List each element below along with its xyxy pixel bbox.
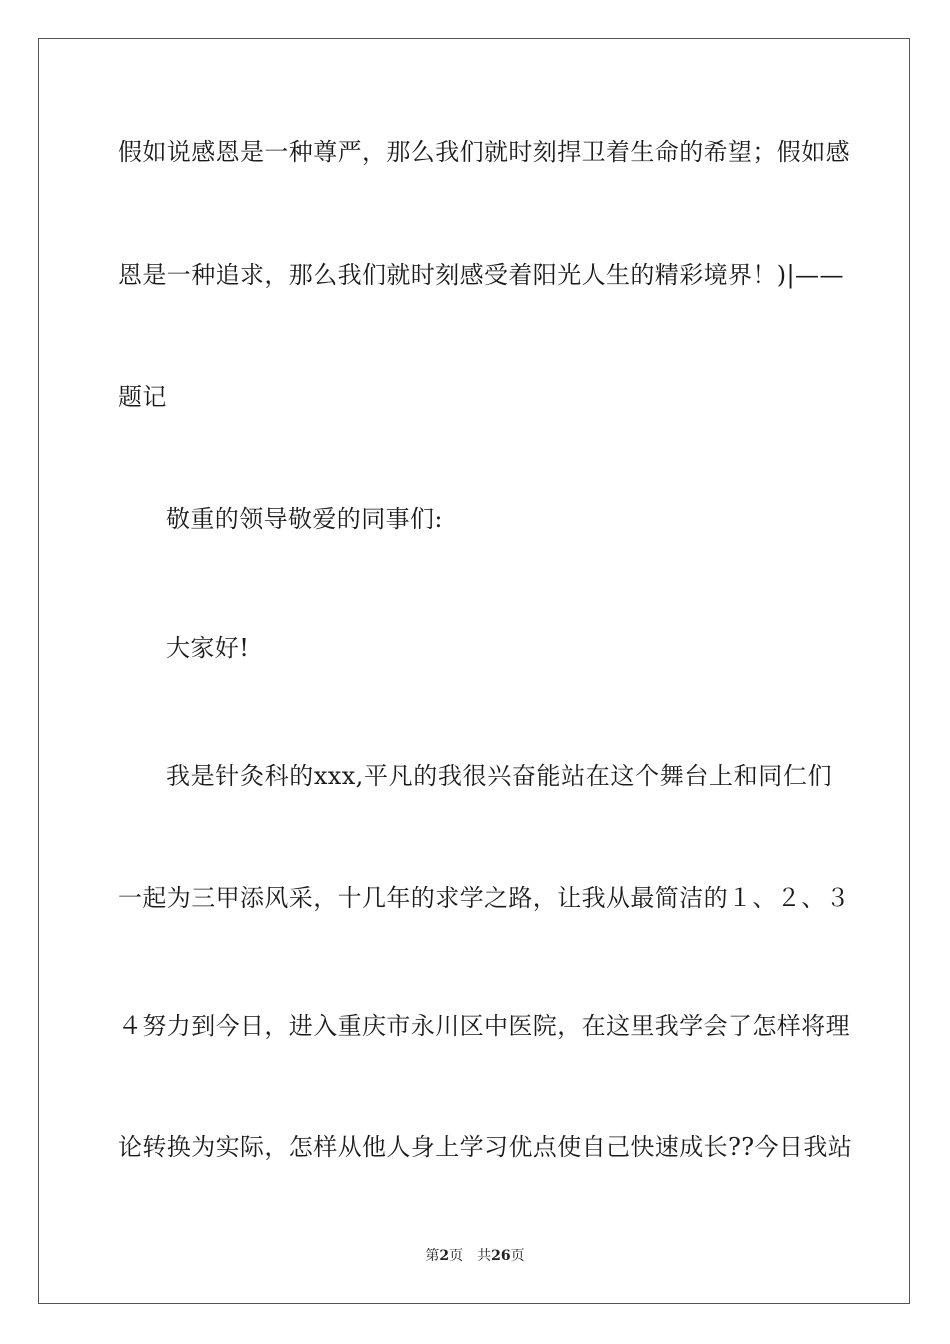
footer-prefix: 第 <box>425 1248 440 1264</box>
body-line-8: ４努力到今日，进入重庆市永川区中医院，在这里我学会了怎样将理 <box>118 1012 850 1040</box>
body-line-1: 假如说感恩是一种尊严，那么我们就时刻捍卫着生命的希望；假如感 <box>118 138 850 166</box>
footer-total-suffix: 页 <box>510 1248 525 1264</box>
body-line-9: 论转换为实际，怎样从他人身上学习优点使自己快速成长??今日我站 <box>118 1133 853 1161</box>
footer-total-prefix: 共 <box>477 1248 492 1264</box>
page-border <box>38 38 910 1304</box>
body-line-2: 恩是一种追求，那么我们就时刻感受着阳光人生的精彩境界！)|—— <box>118 261 844 289</box>
salutation: 敬重的领导敬爱的同事们: <box>166 505 443 533</box>
total-page-count: 26 <box>491 1248 511 1264</box>
footer-page-suffix: 页 <box>449 1248 464 1264</box>
page-footer <box>0 1247 950 1265</box>
body-line-3: 题记 <box>118 383 167 411</box>
current-page-number: 2 <box>439 1248 450 1264</box>
greeting: 大家好! <box>166 634 250 662</box>
body-line-6: 我是针灸科的xxx,平凡的我很兴奋能站在这个舞台上和同仁们 <box>166 762 832 790</box>
body-line-7: 一起为三甲添风采，十几年的求学之路，让我从最简洁的１、２、３ <box>118 884 850 912</box>
